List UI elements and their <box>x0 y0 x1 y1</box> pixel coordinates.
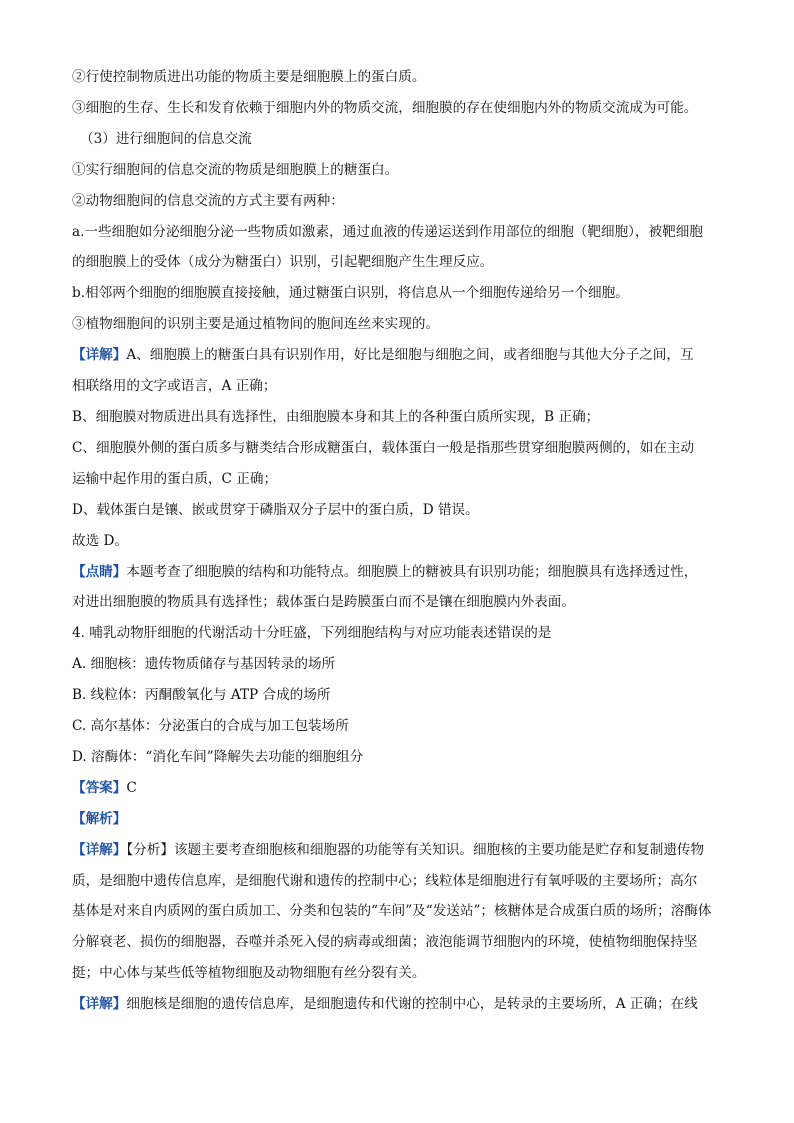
text-line <box>72 927 724 958</box>
section-tag: 【点睛】 <box>72 563 127 580</box>
line-text: B. 线粒体：丙酮酸氧化与 ATP 合成的场所 <box>72 687 331 704</box>
text-line <box>72 340 724 371</box>
line-text: 质，是细胞中遗传信息库，是细胞代谢和遗传的控制中心；线粒体是细胞进行有氧呼吸的主要场所；高尔 <box>72 872 698 889</box>
text-line <box>72 773 724 804</box>
line-text: A、细胞膜上的糖蛋白具有识别作用，好比是细胞与细胞之间，或者细胞与其他大分子之间，互 <box>126 347 694 364</box>
text-line <box>72 93 724 124</box>
section-tag: 【详解】 <box>72 996 127 1013</box>
line-text: A. 细胞核：遗传物质储存与基因转录的场所 <box>72 656 336 673</box>
text-line <box>72 217 724 248</box>
line-text: ②动物细胞间的信息交流的方式主要有两种： <box>72 192 344 209</box>
text-line <box>72 649 724 680</box>
line-text: ②行使控制物质进出功能的物质主要是细胞膜上的蛋白质。 <box>72 69 426 85</box>
text-line <box>72 866 724 897</box>
line-text: ①实行细胞间的信息交流的物质是细胞膜上的糖蛋白。 <box>72 161 399 178</box>
line-text: 本题考查了细胞膜的结构和功能特点。细胞膜上的糖被具有识别功能；细胞膜具有选择透过性， <box>126 563 698 580</box>
line-text: 分解衰老、损伤的细胞器，吞噬并杀死入侵的病毒或细菌；液泡能调节细胞内的环境，使植物细胞保持坚 <box>72 934 698 951</box>
text-line <box>72 958 724 989</box>
text-line <box>72 587 724 618</box>
line-text: 挺；中心体与某些低等植物细胞及动物细胞有丝分裂有关。 <box>72 965 426 982</box>
text-line <box>72 680 724 711</box>
line-text: C. 高尔基体：分泌蛋白的合成与加工包装场所 <box>72 718 349 735</box>
line-text: a.一些细胞如分泌细胞分泌一些物质如激素，通过血液的传递运送到作用部位的细胞（靶细胞），被靶细胞 <box>72 223 703 240</box>
text-line <box>72 124 724 155</box>
text-line <box>72 433 724 464</box>
line-text: 相联络用的文字或语言，A 正确； <box>72 378 277 395</box>
text-line <box>72 526 724 557</box>
section-tag: 【详解】 <box>72 347 127 364</box>
text-line <box>72 557 724 588</box>
section-tag: 【答案】 <box>72 779 127 796</box>
line-text: 细胞核是细胞的遗传信息库，是细胞遗传和代谢的控制中心，是转录的主要场所，A 正确；在线 <box>126 996 698 1013</box>
text-line <box>72 618 724 649</box>
text-line <box>72 495 724 526</box>
text-line <box>72 711 724 742</box>
line-text: ③植物细胞间的识别主要是通过植物间的胞间连丝来实现的。 <box>72 316 440 333</box>
text-line <box>72 896 724 927</box>
text-line <box>72 371 724 402</box>
line-text: D、载体蛋白是镶、嵌或贯穿于磷脂双分子层中的蛋白质，D 错误。 <box>72 501 479 518</box>
text-line <box>72 186 724 217</box>
text-line <box>72 402 724 433</box>
text-line <box>72 742 724 773</box>
section-tag: 【详解】 <box>72 841 127 858</box>
line-text: B、细胞膜对物质进出具有选择性，由细胞膜本身和其上的各种蛋白质所实现，B 正确； <box>72 408 600 425</box>
line-text: D. 溶酶体：“消化车间”降解失去功能的细胞组分 <box>72 748 364 765</box>
text-line <box>72 835 724 866</box>
text-line <box>72 309 724 340</box>
text-line <box>72 247 724 278</box>
line-text: C <box>126 779 137 796</box>
document-body <box>72 62 724 1020</box>
text-line <box>72 464 724 495</box>
text-line <box>72 989 724 1020</box>
line-text: 运输中起作用的蛋白质，C 正确； <box>72 470 278 487</box>
text-line <box>72 804 724 835</box>
line-text: 基体是对来自内质网的蛋白质加工、分类和包装的“车间”及“发送站”；核糖体是合成蛋白质的场所；溶酶体 <box>72 903 712 920</box>
line-text: 的细胞膜上的受体（成分为糖蛋白）识别，引起靶细胞产生生理反应。 <box>72 254 494 271</box>
line-text: （3）进行细胞间的信息交流 <box>80 130 252 147</box>
text-line <box>72 155 724 186</box>
line-text: C、细胞膜外侧的蛋白质多与糖类结合形成糖蛋白，载体蛋白一般是指那些贯穿细胞膜两侧的，如在主动 <box>72 439 695 456</box>
line-text: 对进出细胞膜的物质具有选择性；载体蛋白是跨膜蛋白而不是镶在细胞膜内外表面。 <box>72 594 575 611</box>
line-text: b.相邻两个细胞的细胞膜直接接触，通过糖蛋白识别，将信息从一个细胞传递给另一个细胞。 <box>72 285 629 302</box>
line-text: 故选 D。 <box>72 532 129 549</box>
line-text: 4. 哺乳动物肝细胞的代谢活动十分旺盛，下列细胞结构与对应功能表述错误的是 <box>72 625 552 642</box>
line-text: 【分析】该题主要考查细胞核和细胞器的功能等有关知识。细胞核的主要功能是贮存和复制遗传物 <box>126 841 705 858</box>
text-line <box>72 62 724 93</box>
text-line <box>72 278 724 309</box>
line-text: ③细胞的生存、生长和发育依赖于细胞内外的物质交流，细胞膜的存在使细胞内外的物质交流成为可能。 <box>72 99 698 116</box>
section-tag: 【解析】 <box>72 810 127 827</box>
